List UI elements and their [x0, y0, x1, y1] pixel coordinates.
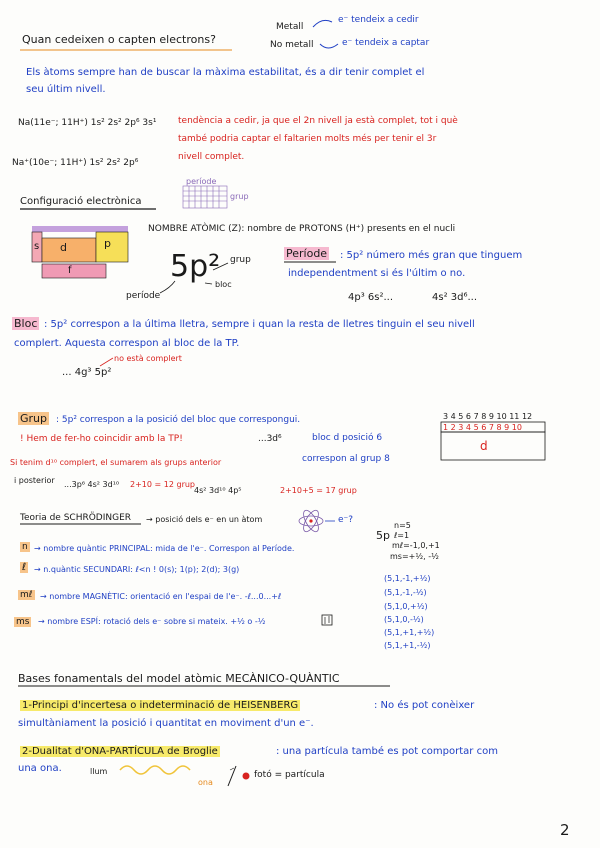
bloc-line-1: : 5p² correspon a la última lletra, sempre i quan la resta de lletres tinguin el seu nivell — [44, 319, 475, 330]
question-heading: Quan cedeixen o capten electrons? — [22, 33, 216, 46]
principle-2-text: : una partícula també es pot comportar com — [276, 746, 498, 757]
principle-2-line2: una ona. — [18, 763, 62, 774]
principle-1-title: 1-Principi d'incertesa o indeterminació de HEISENBERG — [22, 700, 299, 711]
block-diagram — [32, 226, 128, 278]
sodium-note-1: tendència a cedir, ja que el 2n nivell ja està complet, tot i què — [178, 116, 458, 126]
grup-arrow-label: grup — [230, 255, 251, 265]
ml-text: → nombre MAGNÈTIC: orientació en l'espai de l'e⁻. -ℓ...0...+ℓ — [40, 592, 282, 601]
bloc-line-2: complert. Aquesta correspon al bloc de la TP. — [14, 338, 240, 349]
periode-text-2: independentment si és l'últim o no. — [288, 268, 466, 279]
spin-box-icon — [322, 615, 332, 625]
ml-label: mℓ — [20, 590, 33, 600]
example-head: 5p — [376, 529, 390, 542]
example-n: n=5 — [394, 521, 411, 530]
grup-line-2: ! Hem de fer-ho coincidir amb la TP! — [20, 434, 183, 444]
grup-title: Grup — [20, 412, 48, 425]
tuple-6: (5,1,+1,-½) — [384, 641, 431, 650]
block-d: d — [60, 241, 67, 254]
bloc-title: Bloc — [14, 317, 38, 330]
schrodinger-title: Teoria de SCHRÖDINGER — [20, 513, 132, 523]
metall-label: Metall — [276, 22, 304, 32]
nometall-text: e⁻ tendeix a captar — [342, 38, 430, 48]
metall-text: e⁻ tendeix a cedir — [338, 15, 419, 25]
principle-1-line2: simultàniament la posició i quantitat en moviment d'un e⁻. — [18, 718, 314, 729]
fotons-label: fotó = partícula — [254, 770, 325, 780]
intro-line1: Els àtoms sempre han de buscar la màxima estabilitat, és a dir tenir complet el — [26, 67, 425, 78]
ona-label: ona — [198, 778, 213, 787]
big-5p2: 5p² — [170, 249, 221, 284]
ms-label: ms — [16, 617, 30, 627]
na-plus-config: Na⁺(10e⁻; 11H⁺) 1s² 2s² 2p⁶ — [12, 158, 139, 168]
example-l: ℓ=1 — [394, 531, 410, 540]
mini-table-top: període — [186, 177, 217, 186]
nometall-label: No metall — [270, 40, 314, 50]
periode-text-1: : 5p² número més gran que tinguem — [340, 250, 523, 261]
periode-title: Període — [286, 247, 328, 260]
principle-1-text: : No és pot conèixer — [374, 700, 475, 711]
atom-icon — [299, 508, 323, 534]
n-text: → nombre quàntic PRINCIPAL: mida de l'e⁻. Correspon al Període. — [34, 544, 295, 553]
config-title: Configuració electrònica — [20, 196, 142, 207]
grup-calc-2b: 2+10+5 = 17 grup — [280, 486, 357, 495]
tuple-5: (5,1,+1,+½) — [384, 628, 435, 637]
bases-title: Bases fonamentals del model atòmic MECÀNICO-QUÀNTIC — [18, 672, 340, 685]
sodium-note-2: també podria captar el faltarien molts més per tenir el 3r — [178, 134, 437, 144]
mini-table-side: grup — [230, 192, 249, 201]
llum-label: llum — [90, 767, 108, 776]
grup-line-2b: ...3d⁶ — [258, 434, 282, 444]
tuple-1: (5,1,-1,+½) — [384, 574, 431, 583]
example-ms: ms=+½, -½ — [390, 552, 439, 561]
mini-periodic-table — [183, 186, 227, 208]
periode-arrow-label: període — [126, 291, 161, 301]
page-number: 2 — [560, 821, 570, 839]
grup-calc-2: 4s² 3d¹⁰ 4p⁵ — [194, 486, 242, 495]
grup-line-1: : 5p² correspon a la posició del bloc que correspongui. — [56, 415, 301, 425]
sodium-note-3: nivell complet. — [178, 152, 245, 162]
group-table-d: d — [480, 439, 488, 453]
n-label: n — [22, 542, 28, 552]
atomic-number-def: NOMBRE ATÒMIC (Z): nombre de PROTONS (H⁺) presents en el nucli — [148, 224, 456, 234]
bloc-note: no està complert — [114, 354, 182, 363]
grup-calc-1b: 2+10 = 12 grup — [130, 480, 195, 489]
grup-bloc-d: bloc d posició 6 — [312, 433, 383, 443]
na-config: Na(11e⁻; 11H⁺) 1s² 2s² 2p⁶ 3s¹ — [18, 118, 157, 128]
grup-correspon: correspon al grup 8 — [302, 454, 390, 464]
nometall-arrow-icon — [320, 44, 338, 48]
l-label: ℓ — [22, 562, 27, 573]
block-p: p — [104, 237, 111, 250]
ms-text: → nombre ESPÍ: rotació dels e⁻ sobre si mateix. +½ o -½ — [38, 617, 266, 626]
block-s: s — [34, 241, 40, 252]
periode-example-1: 4p³ 6s²... — [348, 292, 394, 303]
wave-icon — [120, 766, 190, 774]
block-f: f — [68, 265, 72, 276]
particle-icon — [243, 773, 250, 780]
tuple-4: (5,1,0,-½) — [384, 615, 424, 624]
principle-2-title: 2-Dualitat d'ONA-PARTÍCULA de Broglie — [22, 746, 218, 757]
bloc-arrow-label: bloc — [215, 280, 232, 289]
periode-example-2: 4s² 3d⁶... — [432, 292, 478, 303]
l-text: → n.quàntic SECUNDARI: ℓ<n ! 0(s); 1(p); 2(d); 3(g) — [34, 565, 240, 574]
tuple-3: (5,1,0,+½) — [384, 602, 428, 611]
tuple-2: (5,1,-1,-½) — [384, 588, 427, 597]
metall-arrow-icon — [313, 20, 332, 27]
grup-line-3: Si tenim d¹⁰ complert, el sumarem als grups anterior — [10, 458, 222, 467]
group-row-bottom: 1 2 3 4 5 6 7 8 9 10 — [443, 423, 522, 432]
bloc-example: ... 4g³ 5p² — [62, 367, 112, 378]
example-ml: mℓ=-1,0,+1 — [392, 541, 440, 550]
group-row-top: 3 4 5 6 7 8 9 10 11 12 — [443, 412, 533, 421]
schrodinger-subtitle: → posició dels e⁻ en un àtom — [146, 515, 263, 524]
intro-line2: seu últim nivell. — [26, 84, 106, 95]
electron-question: e⁻? — [338, 515, 354, 525]
grup-calc-1: ...3p⁶ 4s² 3d¹⁰ — [64, 480, 120, 489]
grup-line-4: i posterior — [14, 476, 55, 485]
